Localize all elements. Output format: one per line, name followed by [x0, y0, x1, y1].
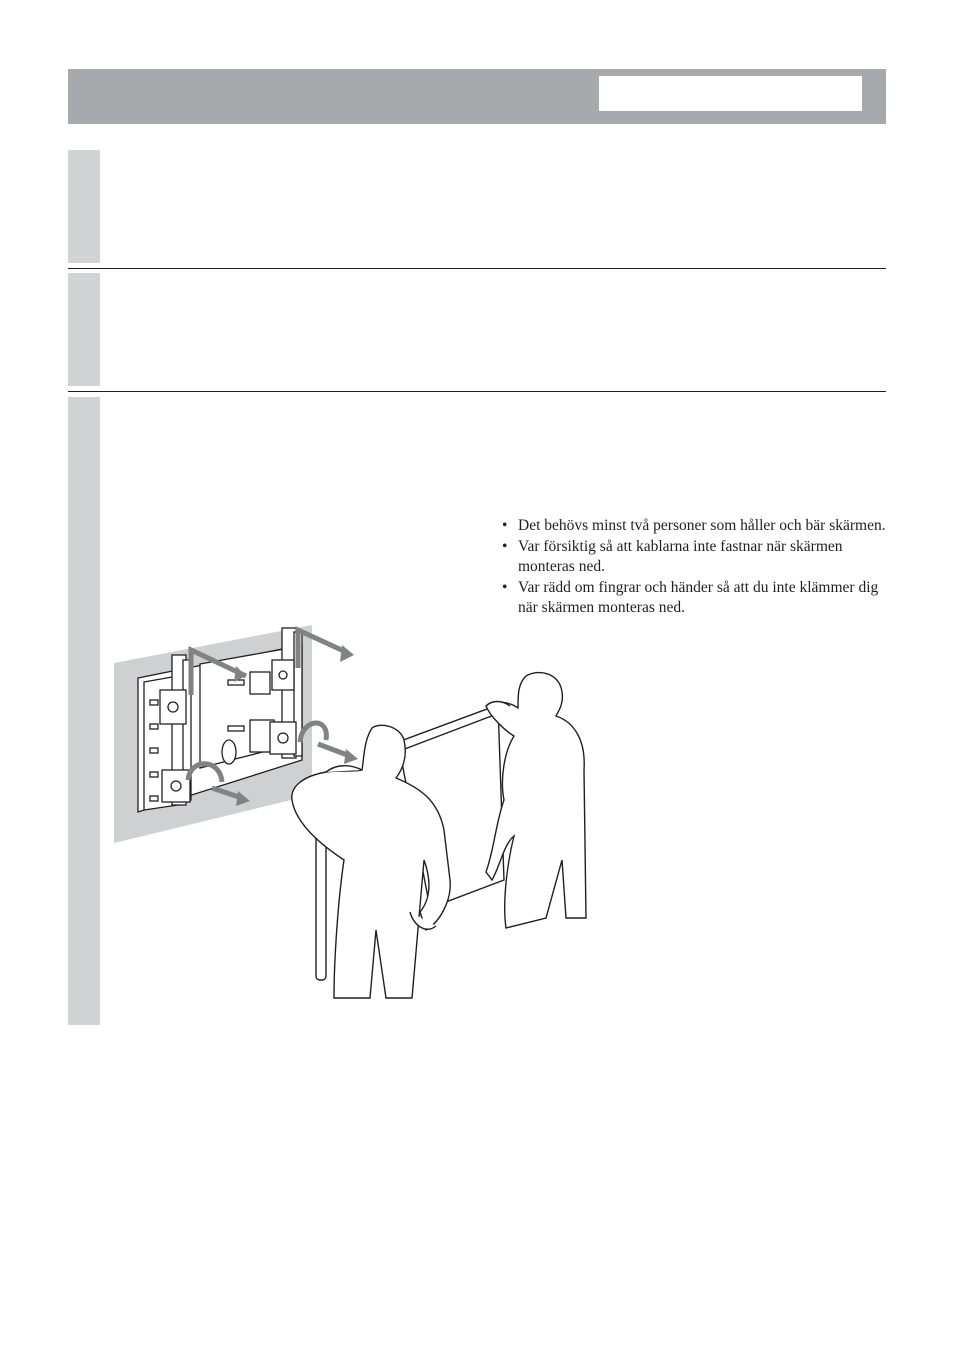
- step-tab-2: [68, 273, 100, 386]
- header-title-box: [599, 76, 862, 111]
- bullet-glyph: •: [502, 537, 508, 555]
- caution-note-1: [500, 516, 890, 537]
- section-divider-2: [68, 391, 886, 392]
- caution-notes: [500, 516, 890, 619]
- caution-note-3: [500, 578, 890, 619]
- wall-mount-removal-illustration: [110, 618, 600, 1003]
- caution-note-text: Var försiktig så att kablarna inte fastnar när skärmen monteras ned.: [518, 537, 843, 575]
- step-tab-1: [68, 150, 100, 263]
- caution-note-2: [500, 537, 890, 578]
- caution-note-text: Det behövs minst två personer som håller och bär skärmen.: [518, 517, 886, 534]
- step-tab-3: [68, 397, 100, 1025]
- bullet-glyph: •: [502, 578, 508, 596]
- section-divider-1: [68, 268, 886, 269]
- bullet-glyph: •: [502, 517, 508, 534]
- caution-note-text: Var rädd om fingrar och händer så att du inte klämmer dig när skärmen monteras ned.: [518, 578, 879, 616]
